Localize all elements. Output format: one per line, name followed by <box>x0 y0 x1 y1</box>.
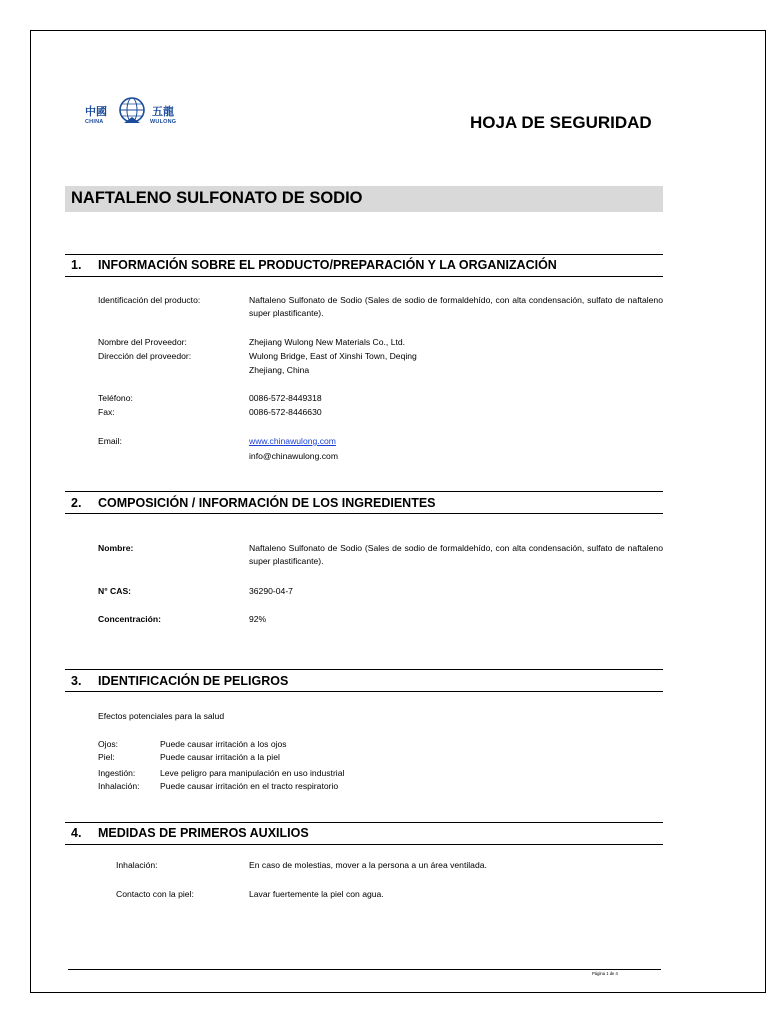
phone-label: Teléfono: <box>98 393 133 403</box>
section-1-bottom-rule <box>65 276 663 277</box>
concentration-value: 92% <box>249 614 267 624</box>
globe-icon <box>118 96 146 126</box>
website-link[interactable]: www.chinawulong.com <box>249 436 336 446</box>
section-2-top-rule <box>65 491 663 492</box>
section-2-number: 2. <box>71 496 82 510</box>
logo-chinese-right: 五龍 <box>152 105 174 118</box>
phone-value: 0086-572-8449318 <box>249 393 322 403</box>
hazard-value: Puede causar irritación en el tracto respiratorio <box>160 781 339 791</box>
cas-label: N° CAS: <box>98 586 132 596</box>
section-2-title: COMPOSICIÓN / INFORMACIÓN DE LOS INGREDIENTES <box>98 496 436 510</box>
name-value: Naftaleno Sulfonato de Sodio (Sales de sodio de formaldehído, con alta condensación, sulfato de naftaleno super plastificante). <box>249 543 663 566</box>
supplier-label: Nombre del Proveedor: <box>98 337 187 347</box>
email-value: info@chinawulong.com <box>249 451 338 461</box>
hazard-value: Puede causar irritación a la piel <box>160 752 280 762</box>
footer-rule <box>68 969 661 970</box>
email-label: Email: <box>98 436 122 446</box>
document-title: HOJA DE SEGURIDAD <box>470 113 652 132</box>
section-4-top-rule <box>65 822 663 823</box>
hazard-label: Ojos: <box>98 739 119 749</box>
cas-value: 36290-04-7 <box>249 586 293 596</box>
fax-value: 0086-572-8446630 <box>249 407 322 417</box>
page-border <box>30 30 766 993</box>
hazard-label: Piel: <box>98 752 115 762</box>
health-effects-intro: Efectos potenciales para la salud <box>98 711 225 721</box>
logo-chinese-left: 中國 <box>85 105 107 118</box>
hazard-value: Puede causar irritación a los ojos <box>160 739 287 749</box>
hazard-label: Ingestión: <box>98 768 136 778</box>
section-4-number: 4. <box>71 826 82 840</box>
section-3-number: 3. <box>71 674 82 688</box>
concentration-label: Concentración: <box>98 614 162 624</box>
hazard-label: Inhalación: <box>98 781 140 791</box>
address-label: Dirección del proveedor: <box>98 351 192 361</box>
address-line-1: Wulong Bridge, East of Xinshi Town, Deqing <box>249 351 417 361</box>
first-aid-value: En caso de molestias, mover a la persona a un área ventilada. <box>249 860 487 870</box>
section-1-title: INFORMACIÓN SOBRE EL PRODUCTO/PREPARACIÓN Y LA ORGANIZACIÓN <box>98 258 557 272</box>
hazard-value: Leve peligro para manipulación en uso industrial <box>160 768 345 778</box>
section-4-title: MEDIDAS DE PRIMEROS AUXILIOS <box>98 826 309 840</box>
supplier-value: Zhejiang Wulong New Materials Co., Ltd. <box>249 337 406 347</box>
section-1-top-rule <box>65 254 663 255</box>
name-label: Nombre: <box>98 543 134 553</box>
section-2-bottom-rule <box>65 513 663 514</box>
logo-english-left: CHINA <box>85 119 104 125</box>
product-id-value: Naftaleno Sulfonato de Sodio (Sales de sodio de formaldehído, con alta condensación, sulfato de naftaleno super plastificante). <box>249 295 663 318</box>
first-aid-value: Lavar fuertemente la piel con agua. <box>249 889 384 899</box>
product-name: NAFTALENO SULFONATO DE SODIO <box>71 189 363 207</box>
section-4-bottom-rule <box>65 844 663 845</box>
address-line-2: Zhejiang, China <box>249 365 310 375</box>
section-1-number: 1. <box>71 258 82 272</box>
section-3-title: IDENTIFICACIÓN DE PELIGROS <box>98 674 289 688</box>
fax-label: Fax: <box>98 407 115 417</box>
logo-english-right: WULONG <box>150 119 177 125</box>
page-number: Página 1 de 4 <box>592 971 618 976</box>
company-logo <box>82 94 192 134</box>
first-aid-label: Contacto con la piel: <box>116 889 194 899</box>
section-3-top-rule <box>65 669 663 670</box>
product-id-label: Identificación del producto: <box>98 295 201 305</box>
first-aid-label: Inhalación: <box>116 860 158 870</box>
section-3-bottom-rule <box>65 691 663 692</box>
